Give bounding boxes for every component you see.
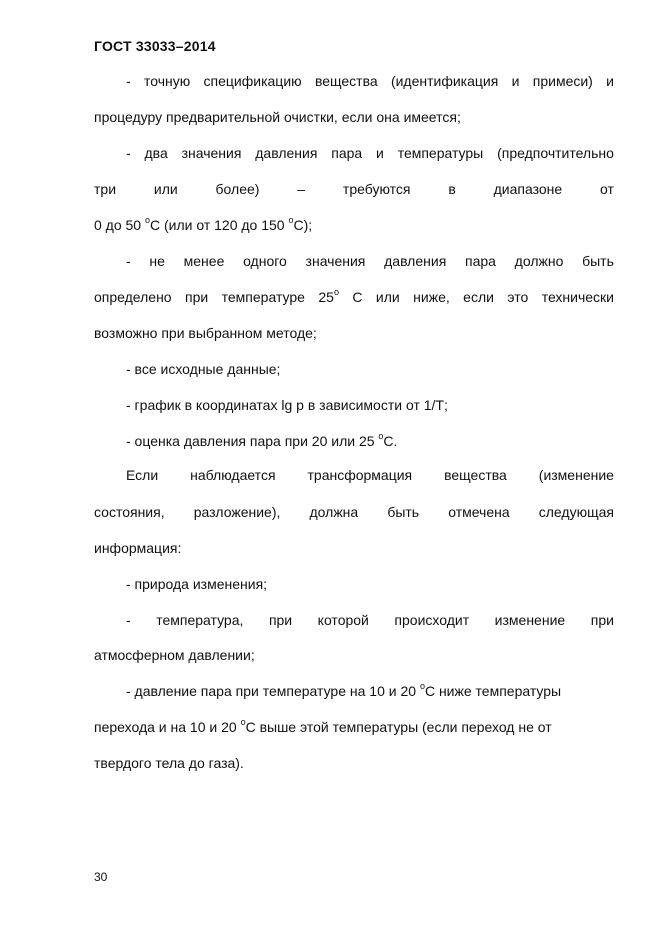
document-header: ГОСТ 33033–2014	[94, 38, 216, 54]
word: должно	[514, 253, 564, 269]
paragraph-line	[94, 288, 614, 306]
word: С	[352, 289, 363, 305]
list-item: - график в координатах lg p в зависимости от 1/Т;	[126, 397, 448, 413]
word: вещества	[314, 73, 378, 89]
word: быть	[387, 504, 420, 520]
word: (идентификация	[390, 73, 499, 89]
word: при	[185, 289, 209, 305]
list-item: - природа изменения;	[126, 576, 268, 592]
word: это	[507, 289, 529, 305]
paragraph-line	[94, 180, 614, 198]
text-fragment: 0 до 50	[94, 217, 145, 233]
word: значения	[305, 253, 366, 269]
word: при	[268, 612, 293, 628]
word: при	[590, 612, 614, 628]
paragraph-line	[126, 466, 614, 484]
word: примеси)	[532, 73, 593, 89]
word: и	[376, 145, 384, 161]
word: давления	[255, 145, 318, 161]
word: технически	[541, 289, 614, 305]
paragraph-line: твердого тела до газа).	[94, 755, 244, 771]
word: (изменение	[538, 467, 614, 483]
word: должна	[309, 504, 359, 520]
paragraph-line	[126, 611, 614, 629]
word: быть	[582, 253, 614, 269]
word: пара	[331, 145, 363, 161]
paragraph-line	[94, 718, 552, 736]
paragraph-line	[126, 72, 614, 90]
word: Если	[126, 467, 159, 483]
word: пара	[465, 253, 496, 269]
degree-sup: o	[240, 717, 246, 727]
word: и	[606, 73, 614, 89]
word: -	[126, 145, 131, 161]
list-item	[126, 682, 561, 700]
page-number: 30	[94, 870, 108, 884]
word: или	[375, 289, 400, 305]
word: которой	[317, 612, 369, 628]
word: в	[448, 181, 456, 197]
word: и	[511, 73, 520, 89]
word: –	[297, 181, 306, 197]
paragraph-line	[94, 216, 312, 234]
word: требуются	[342, 181, 411, 197]
word: вещества	[444, 467, 507, 483]
paragraph-line: возможно при выбранном методе;	[94, 325, 317, 341]
paragraph-line	[94, 503, 614, 521]
word-with-degree: 25$^o$	[318, 287, 339, 305]
word: давления	[384, 253, 447, 269]
text-fragment: - давление пара при температуре на 10 и 20	[126, 683, 420, 699]
paragraph-line: информация:	[94, 540, 182, 556]
word: разложение),	[193, 504, 281, 520]
list-item: - все исходные данные;	[126, 361, 281, 377]
word: происходит	[394, 612, 470, 628]
word: определено	[94, 289, 172, 305]
word: менее	[183, 253, 225, 269]
text-fragment: С выше этой температуры (если переход не от	[245, 719, 552, 735]
degree-sup: o	[378, 431, 384, 441]
paragraph-line: процедуру предварительной очистки, если она имеется;	[94, 109, 461, 125]
text-fragment: перехода и на 10 и 20	[94, 719, 241, 735]
word: более)	[215, 181, 260, 197]
text-fragment: С);	[293, 217, 313, 233]
word: (предпочтительно	[497, 145, 614, 161]
word: температура,	[156, 612, 244, 628]
text-fragment: С (или от 120 до 150	[150, 217, 289, 233]
text-fragment: С.	[383, 433, 398, 449]
degree-sup: o	[419, 681, 425, 691]
word: или	[153, 181, 178, 197]
word: ниже,	[413, 289, 450, 305]
word: состояния,	[94, 504, 165, 520]
word: три	[94, 181, 117, 197]
degree-sup: o	[333, 287, 339, 297]
word: одного	[243, 253, 287, 269]
word: трансформация	[307, 467, 413, 483]
word: точную	[143, 73, 191, 89]
word: от	[600, 181, 614, 197]
word: температуре	[221, 289, 305, 305]
word: следующая	[538, 504, 614, 520]
word: значения	[181, 145, 242, 161]
list-item	[126, 432, 397, 450]
word: температуры	[397, 145, 484, 161]
paragraph-line	[126, 252, 614, 270]
paragraph-line: атмосферном давлении;	[94, 647, 255, 663]
word: диапазоне	[493, 181, 563, 197]
word: отмечена	[448, 504, 510, 520]
word: наблюдается	[190, 467, 276, 483]
word: -	[126, 612, 131, 628]
word: спецификацию	[203, 73, 302, 89]
word: -	[126, 253, 131, 269]
word: если	[463, 289, 494, 305]
paragraph-line	[126, 144, 614, 162]
degree-sup: o	[144, 215, 150, 225]
word: не	[149, 253, 165, 269]
word: -	[126, 73, 131, 89]
degree-sup: o	[288, 215, 294, 225]
text-fragment: - оценка давления пара при 20 или 25	[126, 433, 379, 449]
word: изменение	[494, 612, 566, 628]
text-fragment: С ниже температуры	[424, 683, 562, 699]
word: два	[144, 145, 168, 161]
